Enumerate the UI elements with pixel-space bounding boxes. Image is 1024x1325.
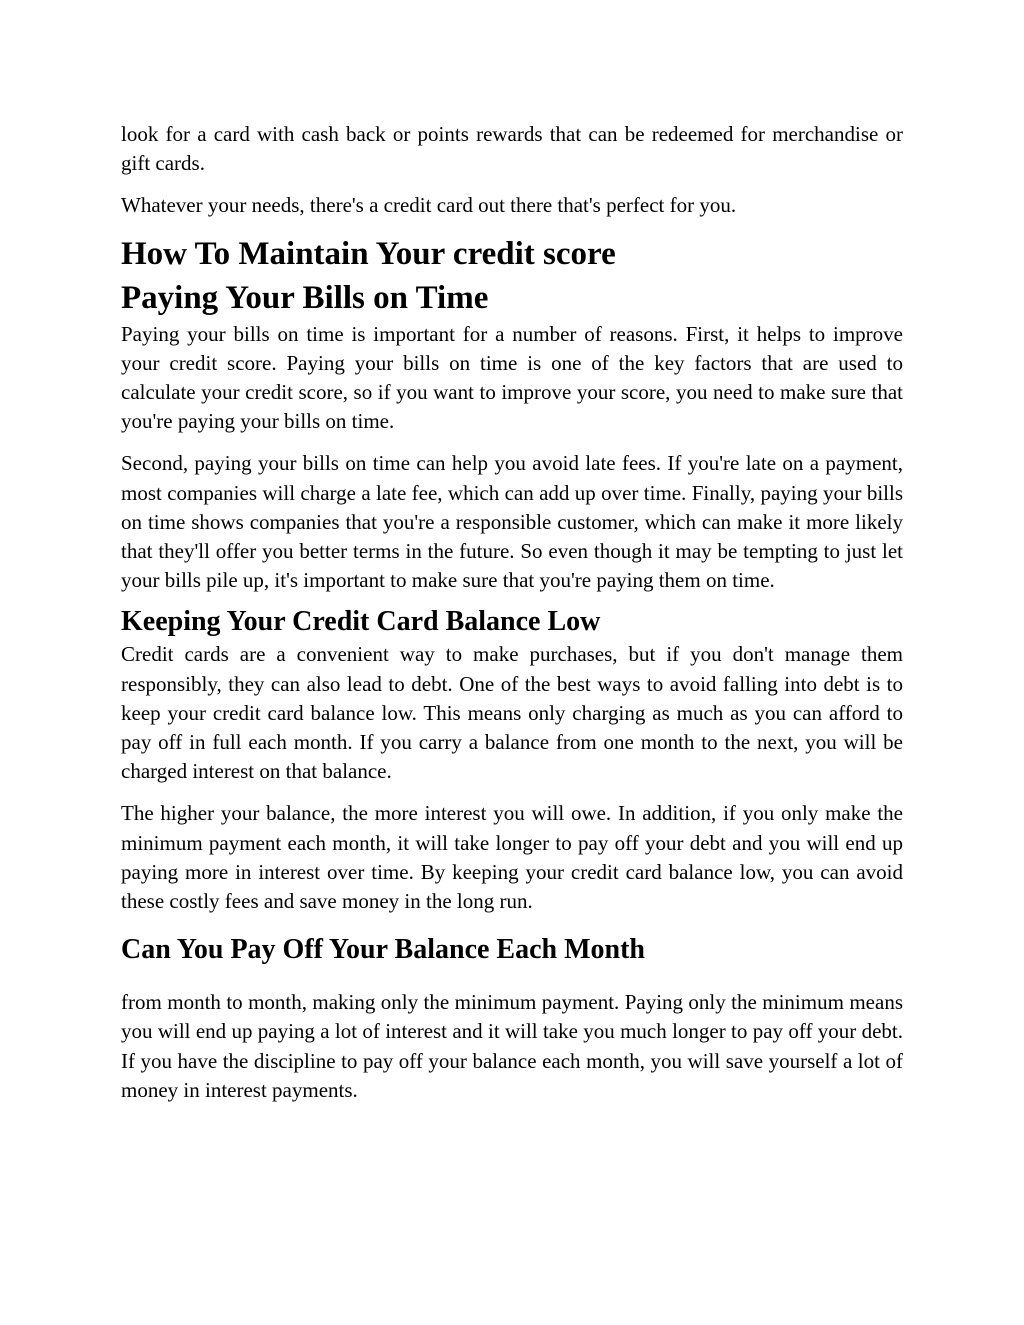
section-pay-off-monthly xyxy=(121,932,903,1105)
section-paragraph: Paying your bills on time is important for a number of reasons. First, it helps to improve your credit score. Paying your bills on time is one of the key factors that are used to calculate your credit score, so if you want to improve your score, you need to make sure that you're paying your bills on time. xyxy=(121,321,903,434)
document-page xyxy=(121,120,903,1105)
section-balance-low xyxy=(121,604,903,916)
section-paying-bills xyxy=(121,276,903,596)
main-heading: How To Maintain Your credit score xyxy=(121,235,616,272)
section-paragraph: Credit cards are a convenient way to make purchases, but if you don't manage them responsibly, they can also lead to debt. One of the best ways to avoid falling into debt is to keep your credit card balance low. This means only charging as much as you can afford to pay off in full each month. If you carry a balance from one month to the next, you will be charged interest on that balance. xyxy=(121,642,903,784)
section-paragraph: The higher your balance, the more interest you will owe. In addition, if you only make the minimum payment each month, it will take longer to pay off your debt and you will end up paying more in interest over time. By keeping your credit card balance low, you can avoid these costly fees and save money in the long run. xyxy=(121,801,903,914)
section-paragraph: from month to month, making only the minimum payment. Paying only the minimum means you will end up paying a lot of interest and it will take you much longer to pay off your debt. If you have the discipline to pay off your balance each month, you will save yourself a lot of money in interest payments. xyxy=(121,990,903,1102)
intro-paragraph-1: look for a card with cash back or points rewards that can be redeemed for merchandise or gift cards. xyxy=(121,122,903,176)
section-paragraph: Second, paying your bills on time can help you avoid late fees. If you're late on a payment, most companies will charge a late fee, which can add up over time. Finally, paying your bills on time shows companies that you're a responsible customer, which can make it more likely that they'll offer you better terms in the future. So even though it may be tempting to just let your bills pile up, it's important to make sure that you're paying them on time. xyxy=(121,451,903,593)
intro-paragraph-2: Whatever your needs, there's a credit card out there that's perfect for you. xyxy=(121,193,737,218)
section-heading: Keeping Your Credit Card Balance Low xyxy=(121,606,601,638)
section-heading: Paying Your Bills on Time xyxy=(121,279,489,316)
section-heading: Can You Pay Off Your Balance Each Month xyxy=(121,934,646,966)
